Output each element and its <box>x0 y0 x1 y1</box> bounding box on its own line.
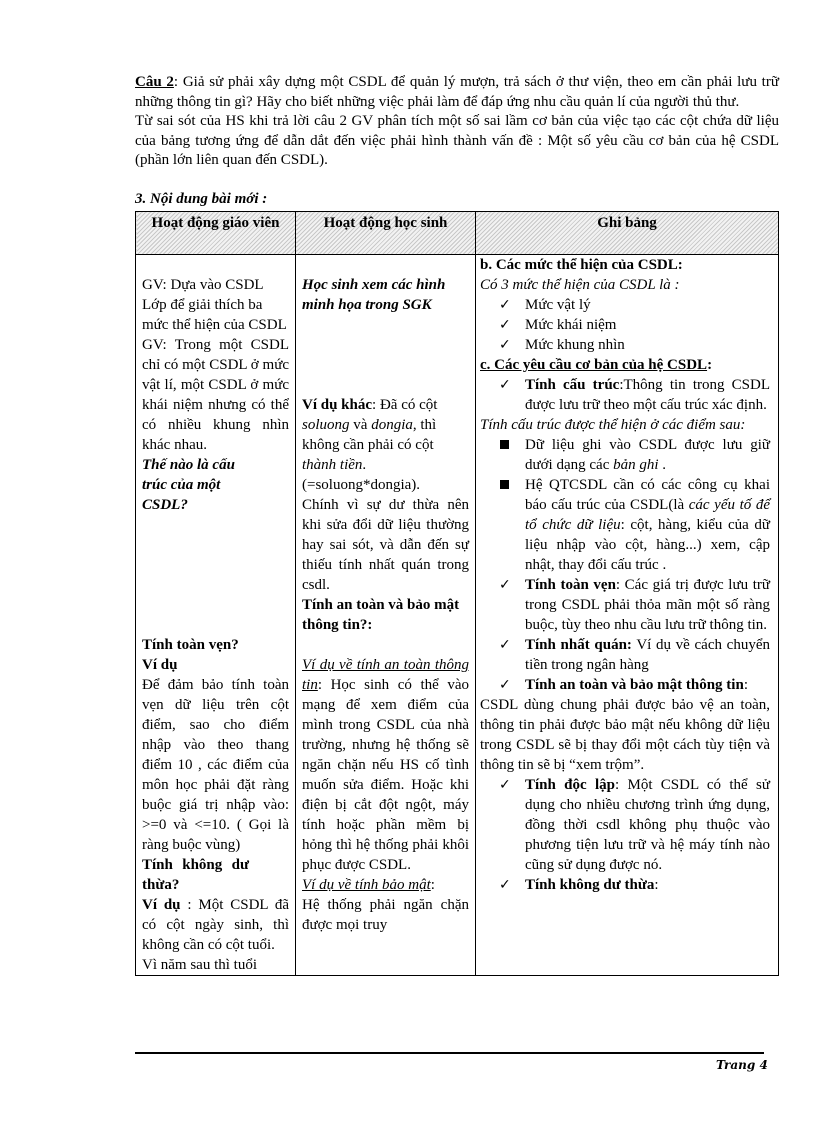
list-item <box>476 375 770 415</box>
hs-security-colon: : <box>430 877 435 893</box>
gv-question-redundancy: Tính không dư thừa? <box>142 857 249 893</box>
list-item: ✓ Mức vật lý <box>476 295 770 315</box>
gb-label: Tính không dư thừa <box>525 877 655 893</box>
question-2-text: : Giả sử phải xây dựng một CSDL để quản lý mượn, trả sách ở thư viện, theo em cần phải lưu trữ những thông tin gì? Hãy cho biết những việc phải làm để đáp ứng nhu cầu quản lí của người thủ thư. <box>135 74 779 110</box>
gv-example-label-2: Ví dụ <box>142 897 181 913</box>
list-item <box>476 775 770 875</box>
hs-text: , thì không cần phải có cột <box>302 417 437 453</box>
header-teacher: Hoạt động giáo viên <box>136 212 296 255</box>
page-number: Trang 4 <box>716 1058 768 1072</box>
gv-text-last: Vì năm sau thì tuổi <box>142 957 257 973</box>
hs-text: . (=soluong*dongia). <box>302 457 421 493</box>
hs-text-1: Học sinh xem các hình minh họa trong SGK <box>302 277 446 313</box>
gb-label: Tính cấu trúc <box>525 377 620 393</box>
gb-c-title-text: c. Các yêu cầu cơ bản của hệ CSDL <box>480 357 708 373</box>
gb-b-intro: Có 3 mức thể hiện của CSDL là : <box>480 277 680 293</box>
gb-text: Hệ QTCSDL cần có các công cụ khai báo cấu trúc của CSDL(là <box>525 477 770 513</box>
question-2 <box>135 73 779 112</box>
intro-paragraph: Từ sai sót của HS khi trả lời câu 2 GV phân tích một số sai lầm cơ bản của việc tạo các cột chứa dữ liệu của bảng tương ứng để dẫn dắt đến việc phải hình thành vấn đề : Một số yêu cầu cơ bản của hệ CSDL (phần lớn liên quan đến CSDL). <box>135 113 779 168</box>
gb-c-title <box>476 355 770 375</box>
student-column <box>296 255 476 976</box>
gv-example-text: : Một CSDL đã có cột ngày sinh, thì không cần có cột tuổi. <box>142 897 289 953</box>
gb-text: Ví dụ về cách chuyển tiền trong ngân hàng <box>525 637 770 673</box>
board-column <box>476 255 779 976</box>
gb-label: Tính an toàn và bảo mật thông tin <box>525 677 744 693</box>
gb-text: : cột, hàng, kiểu của dữ liệu nhập vào cột, hàng...) xem, cập nhật, thay đổi cấu trúc . <box>525 517 771 573</box>
teacher-column <box>136 255 296 976</box>
gb-label: Tính toàn vẹn <box>525 577 616 593</box>
hs-text-italic: dongia <box>371 417 413 433</box>
gb-requirements-1 <box>476 375 770 415</box>
hs-question-security: Tính an toàn và bảo mật thông tin?: <box>302 597 460 633</box>
gb-text: : Các giá trị được lưu trữ trong CSDL phải thỏa mãn một số ràng buộc, tùy theo nhu cầu lưu trữ thông tin. <box>525 577 770 633</box>
gb-text: . <box>658 457 667 473</box>
header-board: Ghi bảng <box>476 212 779 255</box>
list-item <box>476 475 770 575</box>
list-item <box>476 635 770 675</box>
question-2-label: Câu 2 <box>135 74 174 90</box>
gb-text-italic: các yếu tố để tổ chức dữ liệu <box>525 497 770 533</box>
hs-text-italic: thành tiền <box>302 457 363 473</box>
gb-label: Tính độc lập <box>525 777 615 793</box>
gb-requirements-3 <box>476 775 770 895</box>
hs-text: và <box>349 417 372 433</box>
gb-b-title: b. Các mức thể hiện của CSDL: <box>480 257 683 273</box>
hs-safety-label: Ví dụ về tính an toàn thông tin <box>302 657 469 693</box>
gv-question-integrity: Tính toàn vẹn? <box>142 637 239 653</box>
list-item <box>476 875 770 895</box>
gv-text-1: GV: Dựa vào CSDL Lớp để giải thích ba mức thể hiện của CSDL <box>142 277 287 333</box>
gv-integrity-example: Để đảm bảo tính toàn vẹn dữ liệu trên cột điểm, sao cho điểm nhập vào theo thang điểm 10 , các điểm của môn học phải đặt ràng buộc giá trị nhập vào: >=0 và <=10. ( Gọi là ràng buộc vùng) <box>142 677 289 853</box>
gb-c-colon: : <box>707 357 713 373</box>
hs-safety-example <box>302 655 469 875</box>
list-item: ✓ Mức khung nhìn <box>476 335 770 355</box>
gb-levels-list <box>476 295 770 355</box>
hs-safety-text: : Học sinh có thể vào mạng để xem điểm của mình trong CSDL của nhà trường, nhưng hệ thống sẽ ngăn chặn nếu HS cố tình muốn sửa điểm. Hoặc khi điện bị cắt đột ngột, máy tính hoặc phần mềm bị hỏng thì hệ thống phải khôi phục được CSDL. <box>302 677 469 873</box>
gb-structure-note: Tính cấu trúc được thể hiện ở các điểm sau: <box>480 417 746 433</box>
list-item: ✓ Mức khái niệm <box>476 315 770 335</box>
gb-text: : Một CSDL có thể sử dụng cho nhiều chương trình ứng dụng, đồng thời csdl không phụ thuộc vào phương tiện lưu trữ và hệ máy tính nào cũng sử dụng được nó. <box>525 777 770 873</box>
hs-security-label: Ví dụ về tính bảo mật <box>302 877 431 893</box>
gb-label: Tính nhất quán: <box>525 637 632 653</box>
hs-text-italic: soluong <box>302 417 350 433</box>
gb-text-italic: bản ghi <box>613 457 659 473</box>
gb-text: : <box>743 677 748 693</box>
gb-text: Dữ liệu ghi vào CSDL được lưu giữ dưới dạng các <box>525 437 770 473</box>
list-item <box>476 675 770 695</box>
gv-question-structure: Thế nào là cấu trúc của một CSDL? <box>142 457 235 513</box>
footer-divider <box>135 1052 764 1054</box>
gb-text: : <box>654 877 659 893</box>
hs-text: : Đã có cột <box>372 397 438 413</box>
gv-example-label: Ví dụ <box>142 657 178 673</box>
gb-structure-points <box>476 435 770 575</box>
gb-requirements-2 <box>476 575 770 695</box>
gv-text-2: GV: Trong một CSDL chỉ có một CSDL ở mức vật lí, một CSDL ở mức khái niệm nhưng có thể có nhiều khung nhìn khác nhau. <box>142 337 289 453</box>
hs-example-other <box>302 395 469 495</box>
hs-example-label: Ví dụ khác <box>302 397 373 413</box>
intro <box>135 73 779 171</box>
hs-text-last: Hệ thống phải ngăn chặn được mọi truy <box>302 897 469 933</box>
lesson-table <box>135 211 779 976</box>
section-title: 3. Nội dung bài mới : <box>135 191 268 207</box>
gb-text: :Thông tin trong CSDL được lưu trữ theo một cấu trúc xác định. <box>525 377 771 413</box>
table-header-row <box>136 212 779 255</box>
list-item <box>476 435 770 475</box>
hs-security-example <box>302 875 469 895</box>
hs-text-3: Chính vì sự dư thừa nên khi sửa đổi dữ liệu thường hay sai sót, và dẫn đến sự thiếu tính nhất quán trong csdl. <box>302 497 469 593</box>
gv-redundancy-example <box>142 895 289 955</box>
table-row <box>136 255 779 976</box>
gb-security-paragraph: CSDL dùng chung phải được bảo vệ an toàn, thông tin phải được bảo mật nếu không dữ liệu trong CSDL sẽ bị thay đổi một cách tùy tiện và thông tin sẽ bị “xem trộm”. <box>480 697 770 773</box>
header-student: Hoạt động học sinh <box>296 212 476 255</box>
list-item <box>476 575 770 635</box>
